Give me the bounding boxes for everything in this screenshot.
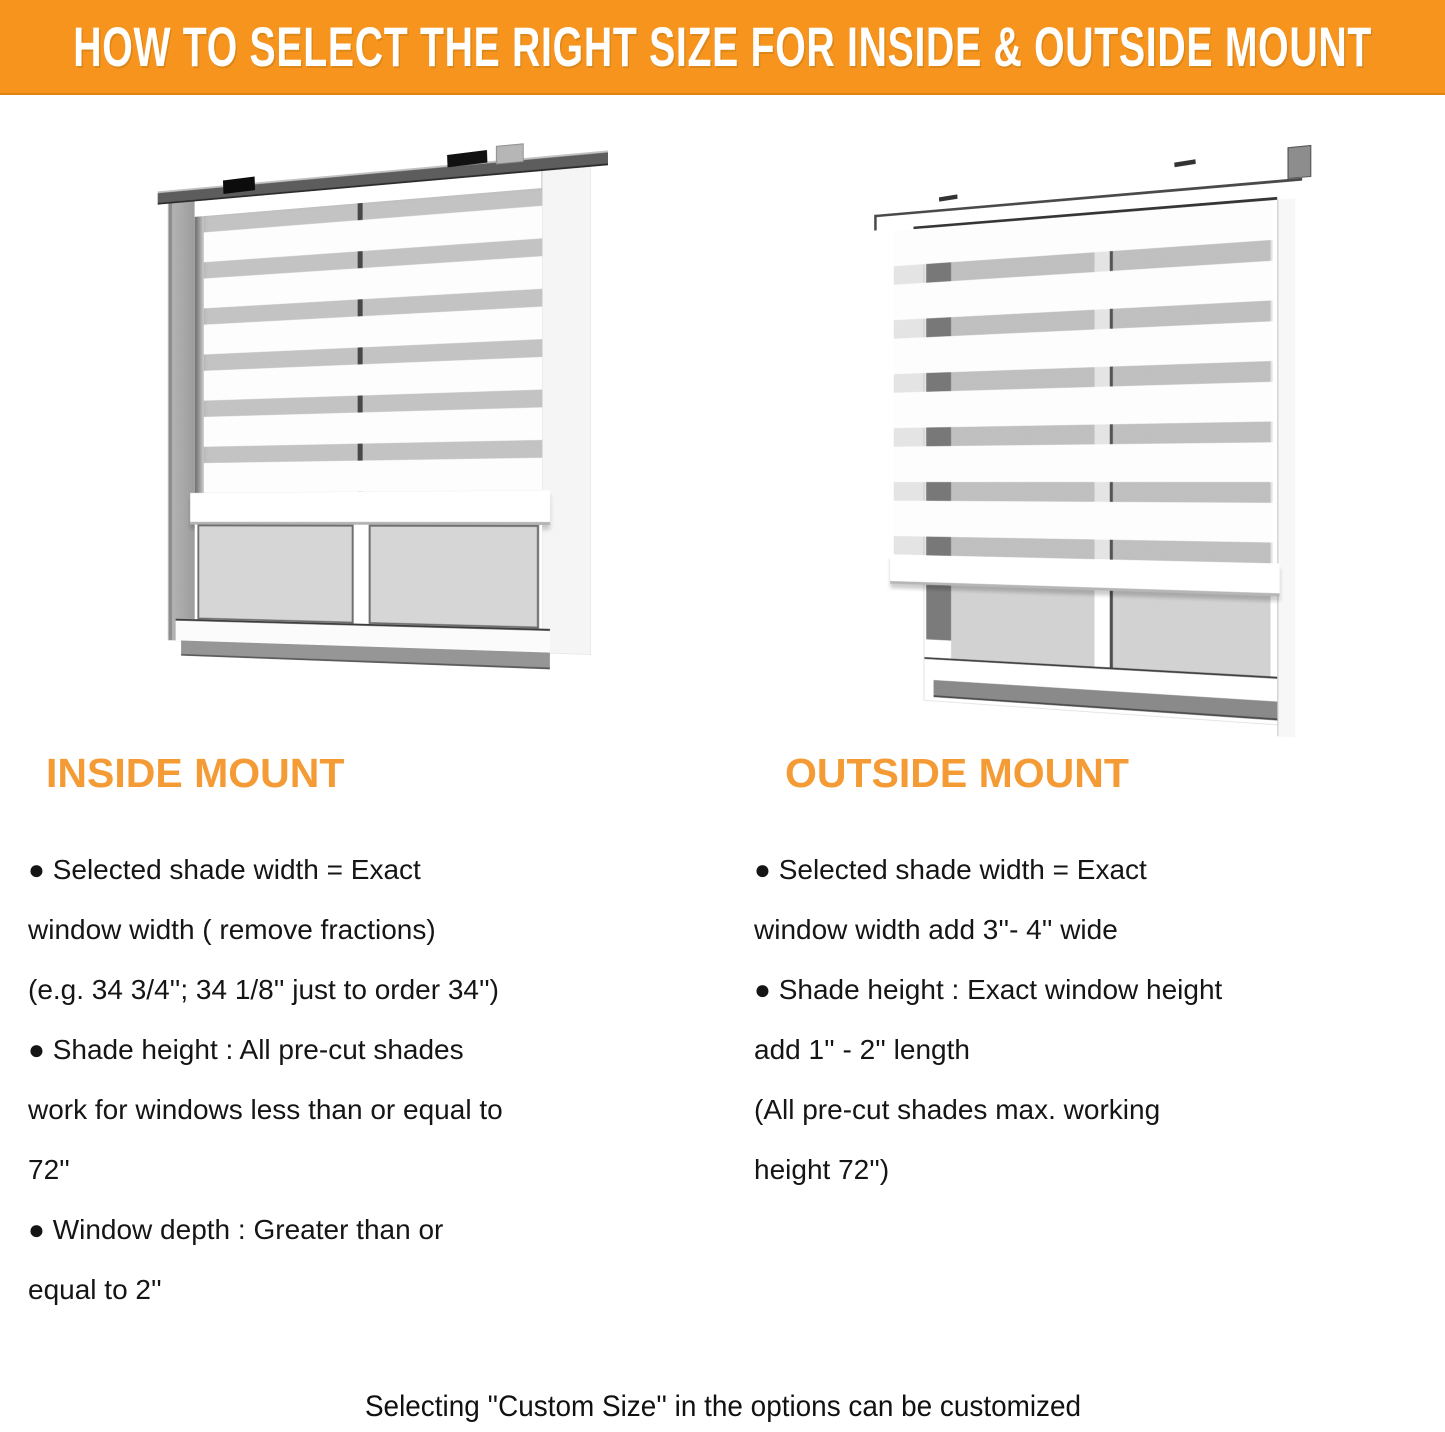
bullet-line: window width ( remove fractions) [28, 914, 436, 945]
mounting-bracket-icon [1287, 145, 1311, 179]
center-mullion [1095, 213, 1113, 684]
bullet-line: work for windows less than or equal to [28, 1094, 503, 1125]
banner [0, 0, 1445, 95]
bullet-line: (All pre-cut shades max. working [754, 1094, 1161, 1125]
bullet-line: equal to 2'' [28, 1274, 162, 1305]
inside-mount-heading: INSIDE MOUNT [46, 750, 345, 796]
window-frame [924, 200, 1277, 725]
bullet-line: add 1'' - 2'' length [754, 1034, 970, 1065]
inside-mount-illustration [148, 136, 626, 756]
wall-mount-line-end [874, 215, 877, 231]
bullet-line: (e.g. 34 3/4''; 34 1/8'' just to order 34'') [28, 974, 500, 1005]
window-pane-left [197, 525, 353, 624]
zebra-shade-stripes [204, 188, 543, 493]
bullet-line: ● Window depth : Greater than or [28, 1214, 444, 1245]
window-jamb [926, 226, 951, 640]
window-jamb [168, 198, 194, 641]
outside-mount-text [754, 840, 1444, 1200]
bullet-line: 72'' [28, 1154, 70, 1185]
bullet-line: window width add 3''- 4'' wide [754, 914, 1118, 945]
outside-mount-window [887, 138, 1300, 738]
outside-mount-heading: OUTSIDE MOUNT [785, 750, 1129, 796]
outside-mount-illustration [852, 124, 1338, 764]
bullet-line: height 72'') [754, 1154, 890, 1185]
bullet-line: ● Selected shade width = Exact [28, 854, 421, 885]
bullet-line: ● Shade height : All pre-cut shades [28, 1034, 464, 1065]
window-panes [195, 525, 543, 629]
window-frame-edge [1277, 198, 1295, 737]
window-pane-right [368, 525, 539, 629]
shade-bottom-rail [190, 490, 550, 525]
center-mullion-shadow [358, 203, 363, 492]
window-glass [951, 200, 1270, 693]
mounting-clip-icon [1174, 159, 1196, 167]
footer-note: Selecting ''Custom Size'' in the options can be customized [364, 1390, 1081, 1423]
banner-title: HOW TO SELECT THE RIGHT SIZE FOR INSIDE & OUTSIDE MOUNT [73, 15, 1372, 78]
bullet-line: ● Selected shade width = Exact [754, 854, 1147, 885]
mounting-clip-icon [939, 194, 958, 201]
bullet-line: ● Shade height : Exact window height [754, 974, 1223, 1005]
inside-mount-text [28, 840, 718, 1320]
inside-mount-window [168, 144, 590, 684]
footer-note-row [0, 1390, 1445, 1424]
